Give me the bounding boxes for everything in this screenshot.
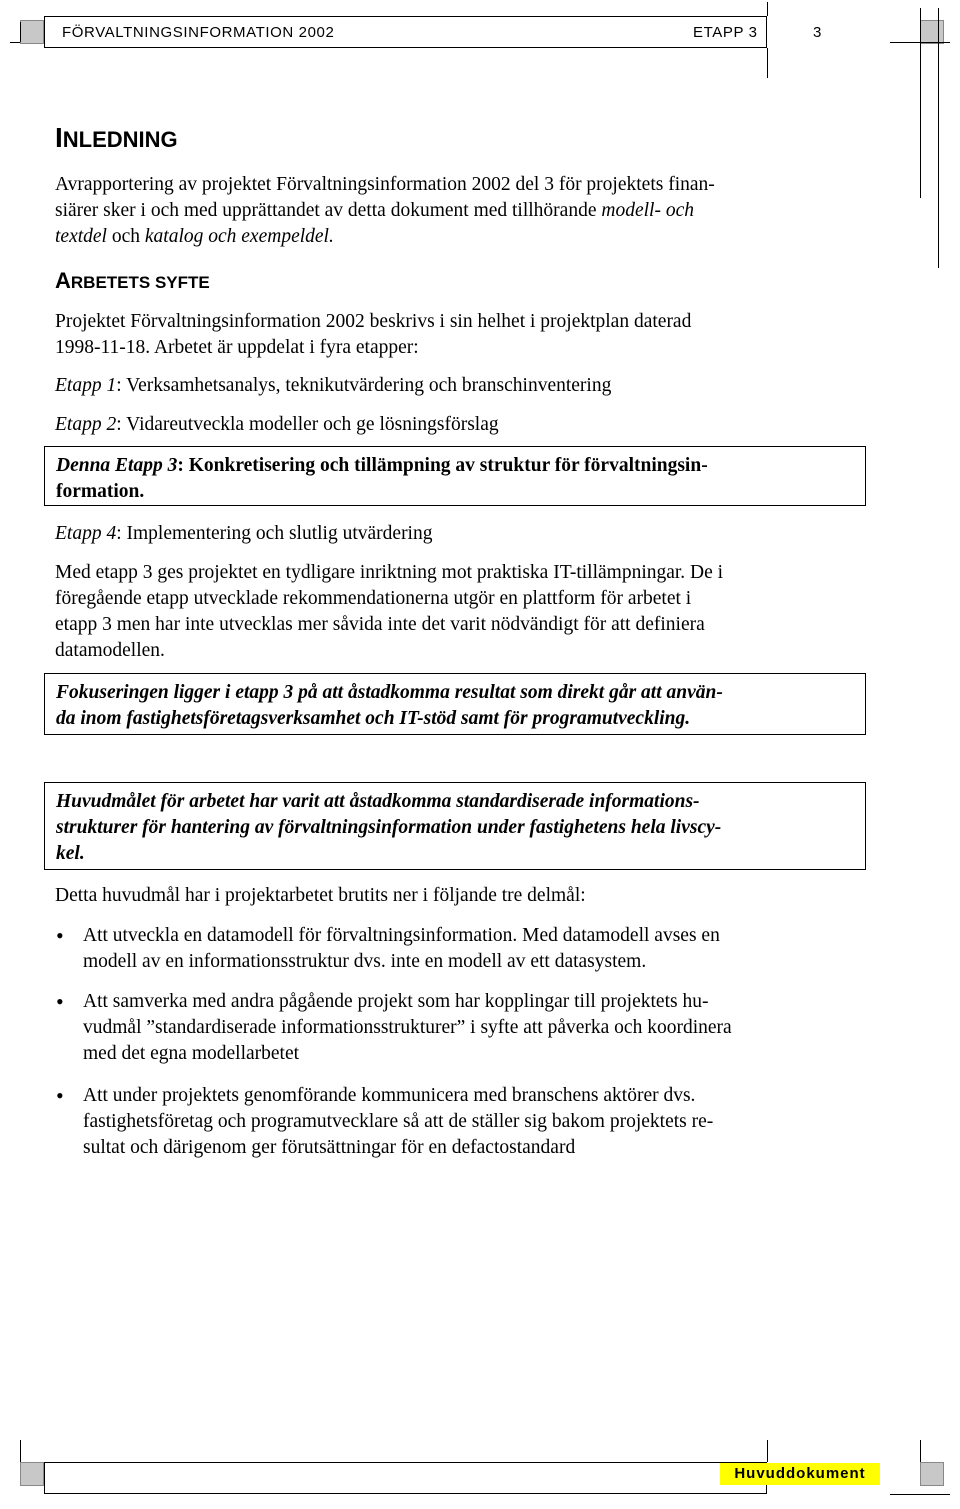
corner-mark-top-left (20, 20, 44, 44)
crop-line (767, 48, 768, 78)
etapp4-line: Etapp 4: Implementering och slutlig utvärdering (55, 523, 433, 544)
crop-line (10, 42, 20, 43)
bullet-marker: • (56, 923, 64, 948)
intro-paragraph (55, 172, 865, 250)
bullet-marker: • (56, 989, 64, 1014)
focus-box (44, 673, 866, 735)
header-document-title: FÖRVALTNINGSINFORMATION 2002 (62, 24, 335, 41)
text-line: Huvudmålet för arbetet har varit att åstadkomma standardiserade informations- (56, 791, 700, 812)
text-line: Att under projektets genomförande kommunicera med branschens aktörer dvs. (83, 1085, 696, 1106)
crop-line (20, 22, 21, 42)
crop-line (890, 1494, 950, 1495)
section-heading: ARBETETS SYFTE (55, 268, 210, 293)
list-item (83, 923, 873, 975)
margin-line (920, 8, 921, 198)
etapp3-box (44, 446, 866, 506)
bullet-marker: • (56, 1083, 64, 1108)
text-line: etapp 3 men har inte utvecklas mer såvida inte det varit nödvändigt för att definiera (55, 614, 705, 635)
text-line: Denna Etapp 3: Konkretisering och tillämpning av struktur för förvaltningsin- (56, 455, 708, 476)
goal-intro: Detta huvudmål har i projektarbetet brutits ner i följande tre delmål: (55, 885, 586, 906)
footer-frame (44, 1462, 767, 1494)
text-line: formation. (56, 481, 145, 502)
list-item (83, 1083, 873, 1161)
etapp1-line: Etapp 1: Verksamhetsanalys, teknikutvärdering och branschinventering (55, 375, 612, 396)
text-line: textdel och katalog och exempeldel. (55, 226, 334, 247)
crop-line (920, 1440, 921, 1462)
etapp2-line: Etapp 2: Vidareutveckla modeller och ge lösningsförslag (55, 414, 499, 435)
syfte-paragraph (55, 309, 865, 361)
footer-document-type: Huvuddokument (720, 1463, 880, 1485)
corner-mark-bottom-left (20, 1462, 44, 1486)
text-line: Med etapp 3 ges projektet en tydligare inriktning mot praktiska IT-tillämpningar. De i (55, 562, 724, 583)
crop-line (767, 1440, 768, 1462)
text-line: vudmål ”standardiserade informationsstrukturer” i syfte att påverka och koordinera (83, 1017, 732, 1038)
page-title: INLEDNING (55, 122, 178, 153)
text-line: sultat och därigenom ger förutsättningar för en defactostandard (83, 1137, 576, 1158)
text-line: siärer sker i och med upprättandet av detta dokument med tillhörande modell- och (55, 200, 694, 221)
text-line: Fokuseringen ligger i etapp 3 på att åstadkomma resultat som direkt går att använ- (56, 682, 723, 703)
text-line: fastighetsföretag och programutvecklare så att de ställer sig bakom projektets re- (83, 1111, 714, 1132)
text-line: da inom fastighetsföretagsverksamhet och IT-stöd samt för programutveckling. (56, 708, 691, 729)
text-line: 1998-11-18. Arbetet är uppdelat i fyra etapper: (55, 337, 419, 358)
text-line: datamodellen. (55, 640, 165, 661)
goal-box (44, 782, 866, 870)
text-line: föregående etapp utvecklade rekommendationerna utgör en plattform för arbetet i (55, 588, 692, 609)
text-line: med det egna modellarbetet (83, 1043, 300, 1064)
corner-mark-bottom-right (920, 1462, 944, 1486)
text-line: modell av en informationsstruktur dvs. inte en modell av ett datasystem. (83, 951, 647, 972)
etapp3-paragraph (55, 560, 875, 664)
corner-mark-top-right (920, 20, 944, 44)
text-line: kel. (56, 843, 85, 864)
text-line: Avrapportering av projektet Förvaltningsinformation 2002 del 3 för projektets finan- (55, 174, 715, 195)
text-line: Att samverka med andra pågående projekt som har kopplingar till projektets hu- (83, 991, 709, 1012)
header-stage: ETAPP 3 (693, 24, 758, 41)
text-line: Projektet Förvaltningsinformation 2002 beskrivs i sin helhet i projektplan daterad (55, 311, 692, 332)
list-item (83, 989, 873, 1067)
header-page-number: 3 (813, 24, 822, 41)
margin-line (938, 8, 939, 268)
crop-line (890, 42, 950, 43)
crop-line (767, 2, 768, 16)
text-line: strukturer för hantering av förvaltningsinformation under fastighetens hela livscy- (56, 817, 722, 838)
crop-line (20, 1440, 21, 1462)
text-line: Att utveckla en datamodell för förvaltningsinformation. Med datamodell avses en (83, 925, 720, 946)
